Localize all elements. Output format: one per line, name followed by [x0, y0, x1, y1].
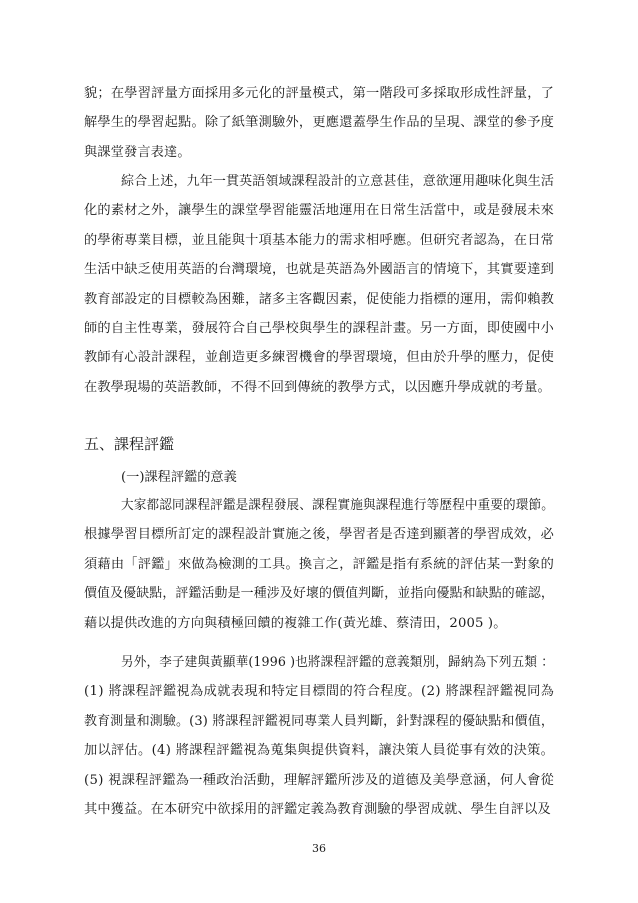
text-line: 加以評估。(4) 將課程評鑑視為蒐集與提供資料，讓決策人員從事有效的決策。: [84, 743, 555, 759]
text-line: 教育測量和測驗。(3) 將課程評鑑視同專業人員判斷，針對課程的優缺點和價值，: [84, 713, 554, 729]
text-line: (5) 視課程評鑑為一種政治活動，理解評鑑所涉及的道德及美學意涵，何人會從: [84, 772, 555, 788]
text-line: 與課堂發言表達。: [84, 144, 191, 160]
text-line: 價值及優缺點，評鑑活動是一種涉及好壞的價值判斷，並指向優點和缺點的確認，: [84, 586, 554, 602]
text-line: 教師有心設計課程，並創造更多練習機會的學習環境，但由於升學的壓力，促使: [84, 350, 555, 366]
text-line: 大家都認同課程評鑑是課程發展、課程實施與課程進行等歷程中重要的環節。: [121, 498, 554, 513]
text-line: 教育部設定的目標較為困難，諸多主客觀因素，促使能力指標的運用，需仰賴教: [84, 291, 555, 307]
text-line: 師的自主性專業，發展符合自己學校與學生的課程計畫。另一方面，即使國中小: [84, 321, 555, 336]
text-line: 貌；在學習評量方面採用多元化的評量模式，第一階段可多採取形成性評量，了: [84, 86, 555, 101]
text-line: 解學生的學習起點。除了紙筆測驗外，更應還蓋學生作品的呈現、課堂的參予度: [84, 115, 555, 131]
text-line: 化的素材之外，讓學生的課堂學習能靈活地運用在日常生活當中，或是發展未來: [84, 203, 555, 219]
text-line: 的學術專業目標，並且能與十項基本能力的需求相呼應。但研究者認為，在日常: [84, 232, 555, 248]
text-line: 須藉由「評鑑」來做為檢測的工具。換言之，評鑑是指有系統的評估某一對象的: [84, 556, 555, 572]
text-line: 綜合上述，九年一貫英語領域課程設計的立意甚佳，意欲運用趣味化與生活: [121, 174, 554, 189]
page-number: 36: [312, 842, 326, 855]
text-line: 在教學現場的英語教師，不得不回到傳統的教學方式，以因應升學成就的考量。: [84, 379, 551, 395]
section-subtitle: (一)課程評鑑的意義: [121, 470, 237, 485]
text-line: 另外，李子建與黃顯華(1996 )也將課程評鑑的意義類別，歸納為下列五類 ：: [121, 655, 554, 670]
text-line: 其中獲益。在本研究中欲採用的評鑑定義為教育測驗的學習成就、學生自評以及: [84, 802, 551, 817]
text-line: (1) 將課程評鑑視為成就表現和特定目標間的符合程度。(2) 將課程評鑑視同為: [84, 684, 555, 700]
section-title: 五、課程評鑑: [84, 435, 175, 453]
text-line: 生活中缺乏使用英語的台灣環境，也就是英語為外國語言的情境下，其實要達到: [84, 262, 555, 278]
text-line: 藉以提供改進的方向與積極回饋的複雜工作(黃光雄、蔡清田，2005 )。: [84, 615, 507, 631]
text-line: 根據學習目標所訂定的課程設計實施之後，學習者是否達到顯著的學習成效，必: [84, 527, 555, 543]
